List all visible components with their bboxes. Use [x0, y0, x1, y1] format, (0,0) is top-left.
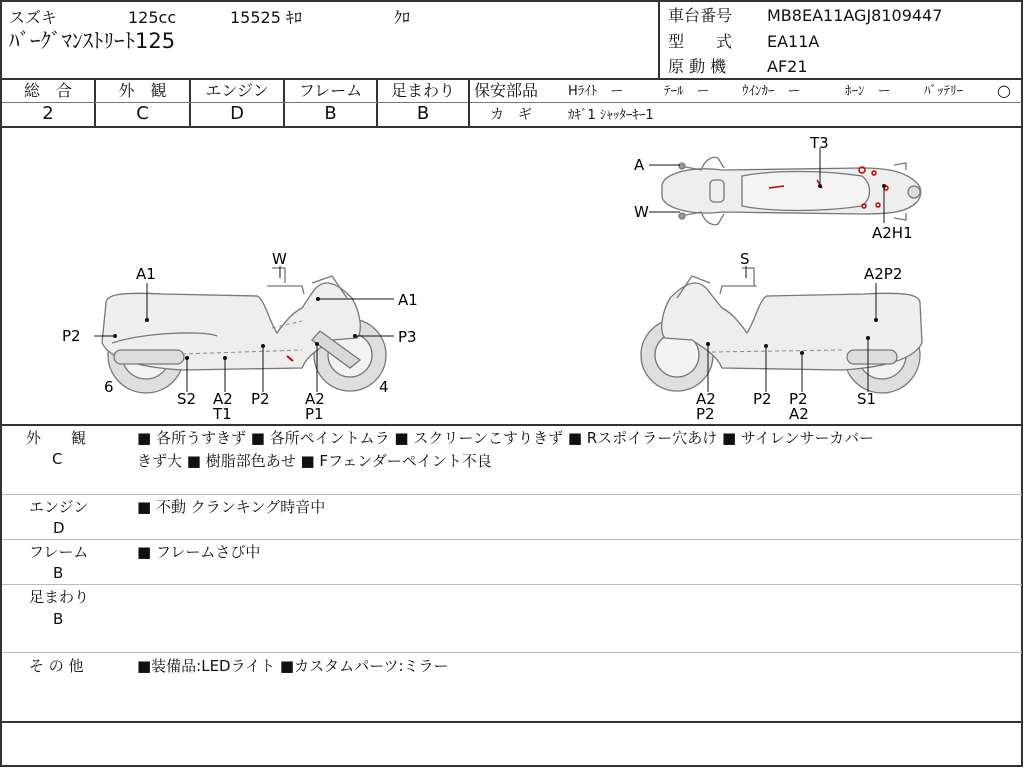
rating-value-engine: D — [230, 103, 244, 124]
note-text-frame: ■ フレームさび中 — [137, 543, 261, 561]
label-t3: T3 — [810, 134, 829, 152]
model-name: ﾊﾞｰｸﾞﾏﾝｽﾄﾘｰﾄ125 — [9, 29, 176, 53]
note-grade-engine: D — [53, 519, 65, 537]
note-text-other: ■装備品:LEDライト ■カスタムパーツ:ミラー — [137, 657, 449, 675]
header-divider — [658, 2, 660, 78]
safety-horn: ﾎｰﾝ ー — [845, 84, 891, 99]
safety-taillight: ﾃｰﾙ ー — [664, 84, 710, 99]
type-label: 型 式 — [668, 32, 733, 51]
label-a2-right-rear: A2 — [789, 405, 809, 423]
label-a2-right-step: A2 — [696, 390, 716, 408]
label-p2-rear: P2 — [62, 327, 81, 345]
label-a2-step: A2 — [305, 390, 325, 408]
rating-label-engine: エンジン — [205, 81, 269, 100]
label-a2p2: A2P2 — [864, 265, 903, 283]
label-s: S — [740, 250, 750, 268]
label-a2h1: A2H1 — [872, 224, 913, 242]
type-value: EA11A — [767, 32, 820, 51]
label-4: 4 — [379, 378, 389, 396]
safety-parts-title: 保安部品 — [474, 81, 539, 100]
battery-mark-icon: ○ — [997, 81, 1011, 100]
note-text-engine: ■ 不動 クランキング時音中 — [137, 498, 326, 516]
label-s2: S2 — [177, 390, 197, 408]
label-a1-seat: A1 — [136, 265, 156, 283]
rating-label-overall: 総 合 — [23, 81, 72, 100]
scooter-left-view — [102, 268, 386, 393]
scooter-top-view — [662, 157, 921, 224]
safety-winker: ｳｲﾝｶｰ ー — [742, 84, 801, 99]
maker: スズキ — [9, 8, 58, 27]
note-text-exterior-1: ■ 各所うすきず ■ 各所ペイントムラ ■ スクリーンこすりきず ■ Rスポイラー穴あけ ■ サイレンサーカバー — [137, 429, 875, 447]
rating-value-suspension: B — [416, 103, 430, 124]
frame-number-value: MB8EA11AGJ8109447 — [767, 6, 943, 25]
label-t1: T1 — [213, 405, 232, 423]
label-p3: P3 — [398, 328, 417, 346]
rating-value-overall: 2 — [42, 103, 54, 124]
mileage: 15525 ｷﾛ — [230, 8, 302, 27]
note-label-suspension: 足まわり — [29, 588, 90, 606]
label-a: A — [634, 156, 645, 174]
rating-label-frame: フレーム — [298, 81, 363, 100]
safety-battery: ﾊﾞｯﾃﾘｰ — [924, 84, 963, 99]
label-a2-under: A2 — [213, 390, 233, 408]
body-color: ｸﾛ — [394, 8, 411, 27]
label-p2-right-step: P2 — [696, 405, 715, 423]
label-p2-right-floor: P2 — [753, 390, 772, 408]
note-grade-frame: B — [53, 564, 64, 582]
displacement: 125cc — [128, 8, 177, 27]
note-label-engine: エンジン — [29, 498, 89, 516]
label-s1: S1 — [857, 390, 877, 408]
rule — [2, 78, 1022, 80]
rule — [2, 424, 1022, 426]
damage-diagram — [2, 128, 1022, 424]
label-w-side: W — [272, 250, 287, 268]
note-label-other: そ の 他 — [29, 657, 84, 675]
rating-label-suspension: 足まわり — [390, 81, 455, 100]
note-grade-suspension: B — [53, 610, 64, 628]
label-6: 6 — [104, 378, 114, 396]
label-p1: P1 — [305, 405, 324, 423]
engine-type-label: 原 動 機 — [668, 57, 727, 76]
frame-number-label: 車台番号 — [668, 6, 733, 25]
scooter-right-view — [641, 268, 922, 393]
engine-type-value: AF21 — [767, 57, 808, 76]
note-grade-exterior: C — [52, 450, 63, 468]
note-label-exterior: 外 観 — [26, 429, 87, 447]
safety-headlight: Hﾗｲﾄ ー — [568, 84, 624, 99]
note-label-frame: フレーム — [29, 543, 89, 561]
label-p2-floor: P2 — [251, 390, 270, 408]
key-label: カ ギ — [490, 107, 532, 123]
rating-value-frame: B — [324, 103, 337, 124]
note-text-exterior-2: きず大 ■ 樹脂部色あせ ■ Fフェンダーペイント不良 — [137, 452, 492, 470]
label-a1-front: A1 — [398, 291, 418, 309]
rating-value-exterior: C — [136, 103, 149, 124]
label-w: W — [634, 203, 649, 221]
rule — [2, 721, 1022, 723]
rating-label-exterior: 外 観 — [118, 81, 167, 100]
label-p2-right-rear: P2 — [789, 390, 808, 408]
key-value: ｶｷﾞ1 ｼｬｯﾀｰｷｰ1 — [568, 108, 654, 123]
